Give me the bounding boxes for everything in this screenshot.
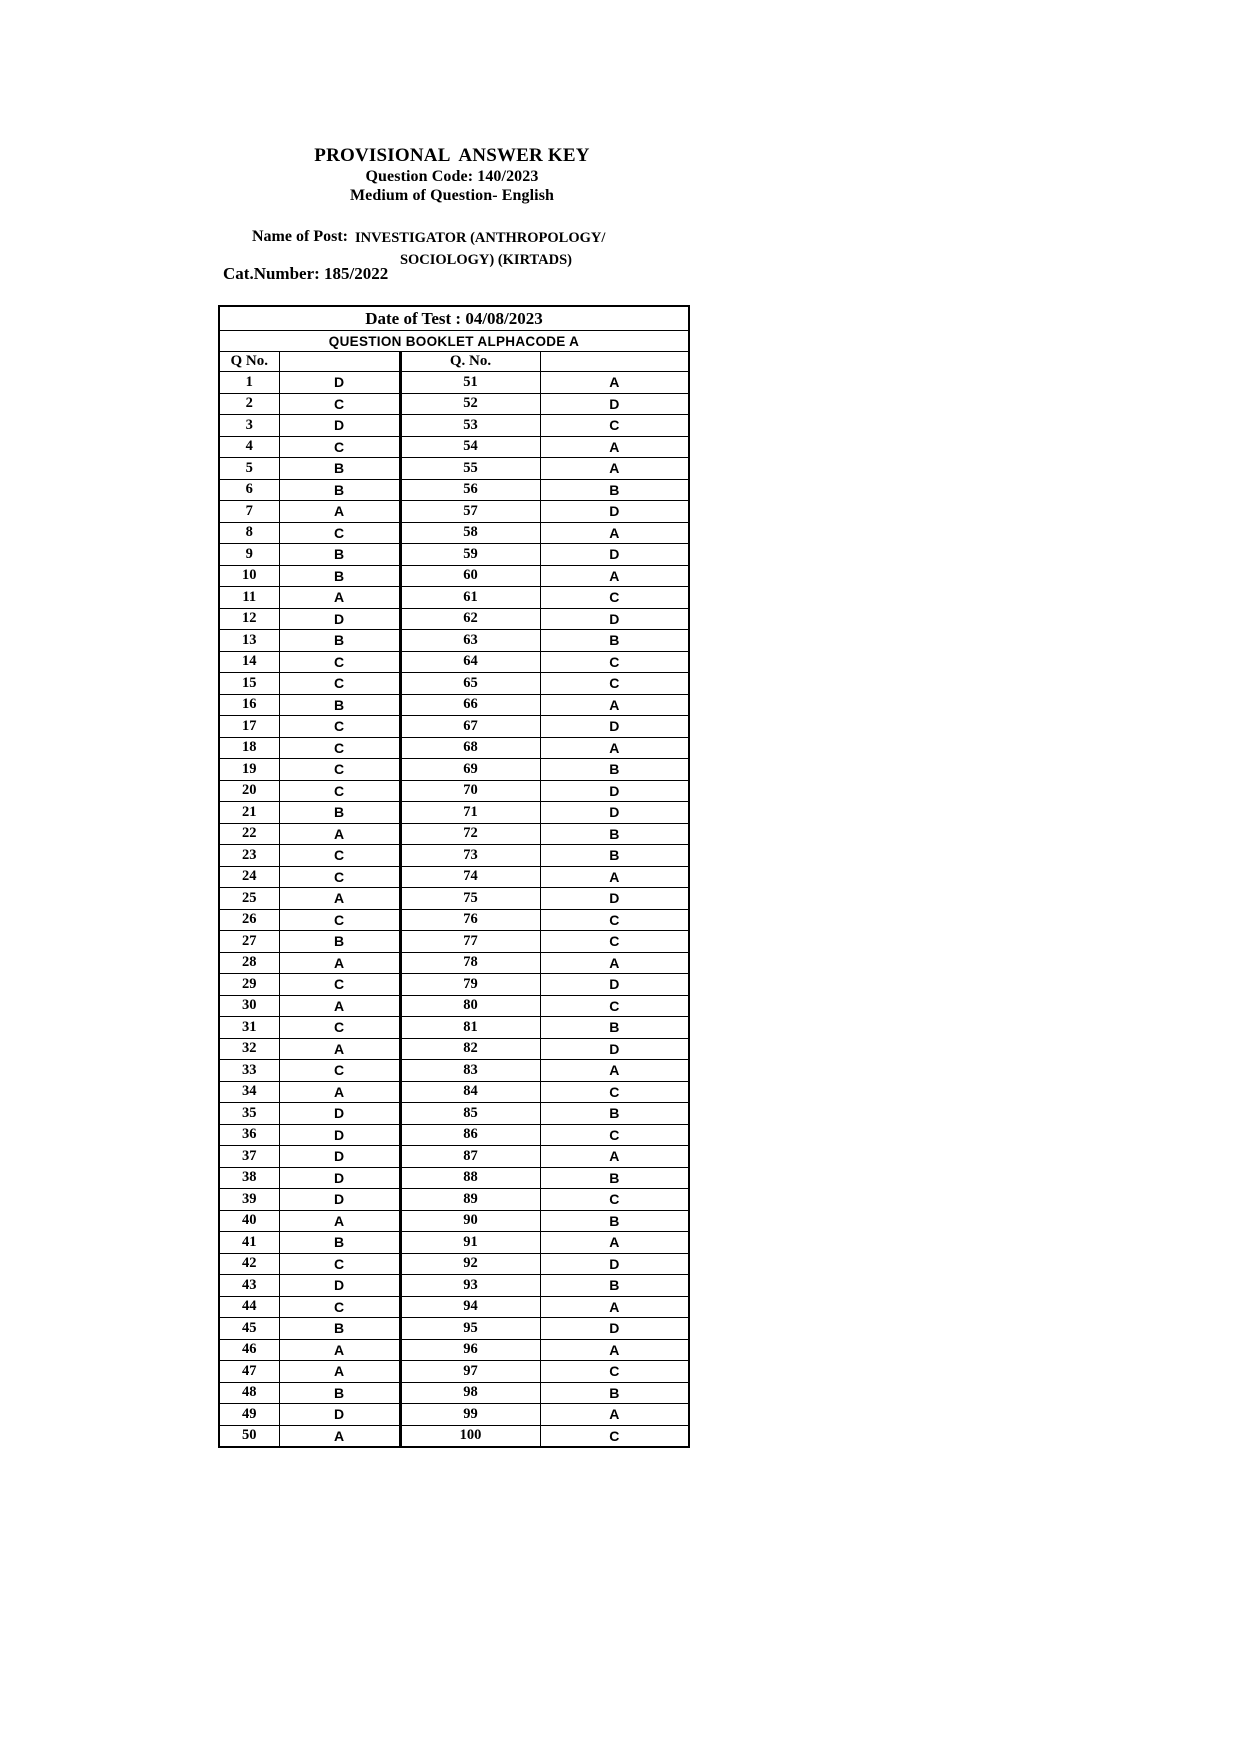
question-number-cell: 4: [219, 436, 279, 458]
table-row: [219, 1146, 689, 1168]
table-row: [219, 1124, 689, 1146]
question-number-cell: 69: [400, 759, 540, 781]
answer-cell: D: [540, 608, 689, 630]
question-number-cell: 73: [400, 845, 540, 867]
table-row: [219, 1339, 689, 1361]
question-number-cell: 64: [400, 651, 540, 673]
answer-cell: D: [279, 1167, 400, 1189]
question-number-cell: 15: [219, 673, 279, 695]
question-number-cell: 32: [219, 1038, 279, 1060]
post-name-line-1: INVESTIGATOR (ANTHROPOLOGY/: [354, 230, 606, 246]
question-number-cell: 23: [219, 845, 279, 867]
question-number-cell: 14: [219, 651, 279, 673]
question-number-cell: 99: [400, 1404, 540, 1426]
answer-cell: D: [279, 608, 400, 630]
question-number-cell: 1: [219, 372, 279, 394]
question-number-cell: 86: [400, 1124, 540, 1146]
question-number-cell: 25: [219, 888, 279, 910]
answer-cell: B: [279, 694, 400, 716]
question-number-cell: 58: [400, 522, 540, 544]
table-row: [219, 630, 689, 652]
table-row: [219, 458, 689, 480]
column-header-row: [219, 352, 689, 372]
question-number-cell: 39: [219, 1189, 279, 1211]
table-row: [219, 1081, 689, 1103]
table-row: [219, 1404, 689, 1426]
answer-cell: C: [540, 1189, 689, 1211]
answer-cell: D: [279, 1124, 400, 1146]
question-code: Question Code: 140/2023: [365, 168, 539, 185]
answer-cell: A: [279, 1038, 400, 1060]
answer-cell: B: [279, 1232, 400, 1254]
table-row: [219, 544, 689, 566]
question-number-cell: 18: [219, 737, 279, 759]
answer-cell: D: [540, 888, 689, 910]
question-number-cell: 48: [219, 1382, 279, 1404]
question-number-cell: 51: [400, 372, 540, 394]
answer-cell: C: [279, 737, 400, 759]
table-row: [219, 909, 689, 931]
table-row: [219, 608, 689, 630]
question-number-cell: 88: [400, 1167, 540, 1189]
question-number-cell: 71: [400, 802, 540, 824]
booklet-alphacode: QUESTION BOOKLET ALPHACODE A: [219, 331, 689, 352]
table-row: [219, 1060, 689, 1082]
answer-cell: A: [279, 1361, 400, 1383]
qno-header-left: Q No.: [219, 352, 279, 372]
answer-cell: D: [279, 1146, 400, 1168]
question-number-cell: 7: [219, 501, 279, 523]
question-number-cell: 72: [400, 823, 540, 845]
answer-cell: A: [540, 694, 689, 716]
answer-cell: D: [279, 1103, 400, 1125]
table-row: [219, 1425, 689, 1447]
table-row: [219, 1275, 689, 1297]
question-number-cell: 93: [400, 1275, 540, 1297]
question-number-cell: 2: [219, 393, 279, 415]
table-row: [219, 372, 689, 394]
question-number-cell: 26: [219, 909, 279, 931]
answer-cell: C: [279, 974, 400, 996]
table-row: [219, 1253, 689, 1275]
question-number-cell: 45: [219, 1318, 279, 1340]
question-number-cell: 33: [219, 1060, 279, 1082]
question-number-cell: 46: [219, 1339, 279, 1361]
question-number-cell: 8: [219, 522, 279, 544]
question-number-cell: 21: [219, 802, 279, 824]
question-number-cell: 3: [219, 415, 279, 437]
date-of-test-row: [219, 306, 689, 331]
question-number-cell: 36: [219, 1124, 279, 1146]
answer-cell: C: [279, 1253, 400, 1275]
answer-cell: A: [540, 1296, 689, 1318]
question-number-cell: 90: [400, 1210, 540, 1232]
question-number-cell: 91: [400, 1232, 540, 1254]
answer-cell: B: [279, 802, 400, 824]
question-number-cell: 35: [219, 1103, 279, 1125]
answer-cell: A: [279, 501, 400, 523]
answer-cell: D: [540, 544, 689, 566]
answer-cell: C: [279, 1296, 400, 1318]
table-row: [219, 952, 689, 974]
answer-cell: D: [540, 393, 689, 415]
table-row: [219, 974, 689, 996]
answer-cell: B: [279, 931, 400, 953]
table-row: [219, 1296, 689, 1318]
answer-cell: D: [279, 372, 400, 394]
question-number-cell: 22: [219, 823, 279, 845]
answer-key-table: [218, 305, 690, 1448]
table-row: [219, 995, 689, 1017]
post-name-line-2: SOCIOLOGY) (KIRTADS): [399, 252, 572, 268]
question-number-cell: 16: [219, 694, 279, 716]
answer-cell: C: [540, 995, 689, 1017]
question-number-cell: 40: [219, 1210, 279, 1232]
answer-cell: C: [279, 716, 400, 738]
answer-cell: A: [540, 737, 689, 759]
question-number-cell: 37: [219, 1146, 279, 1168]
table-row: [219, 1382, 689, 1404]
answer-cell: B: [279, 630, 400, 652]
answer-cell: A: [540, 1339, 689, 1361]
name-of-post-label: Name of Post:: [252, 228, 348, 245]
question-number-cell: 12: [219, 608, 279, 630]
table-row: [219, 479, 689, 501]
answer-cell: A: [279, 823, 400, 845]
question-number-cell: 67: [400, 716, 540, 738]
question-number-cell: 63: [400, 630, 540, 652]
question-number-cell: 94: [400, 1296, 540, 1318]
answer-cell: D: [540, 1318, 689, 1340]
answer-rows: [219, 372, 689, 1448]
answer-cell: A: [279, 995, 400, 1017]
answer-cell: D: [540, 716, 689, 738]
answer-cell: A: [279, 1081, 400, 1103]
answer-cell: D: [540, 780, 689, 802]
answer-cell: B: [540, 845, 689, 867]
answer-cell: C: [540, 909, 689, 931]
answer-cell: A: [279, 1210, 400, 1232]
cat-number: Cat.Number: 185/2022: [223, 264, 389, 283]
answer-cell: C: [540, 1361, 689, 1383]
answer-cell: C: [279, 780, 400, 802]
question-number-cell: 49: [219, 1404, 279, 1426]
answer-cell: A: [540, 1404, 689, 1426]
table-row: [219, 737, 689, 759]
answer-cell: B: [540, 1382, 689, 1404]
table-row: [219, 802, 689, 824]
booklet-alphacode-row: [219, 331, 689, 352]
question-number-cell: 31: [219, 1017, 279, 1039]
answer-cell: B: [540, 1167, 689, 1189]
question-number-cell: 44: [219, 1296, 279, 1318]
answer-cell: A: [279, 587, 400, 609]
question-number-cell: 53: [400, 415, 540, 437]
table-row: [219, 866, 689, 888]
answer-cell: D: [279, 415, 400, 437]
question-number-cell: 82: [400, 1038, 540, 1060]
question-number-cell: 56: [400, 479, 540, 501]
answer-cell: B: [540, 823, 689, 845]
question-number-cell: 6: [219, 479, 279, 501]
answer-cell: B: [279, 565, 400, 587]
answer-cell: A: [540, 522, 689, 544]
answer-cell: A: [540, 1232, 689, 1254]
table-row: [219, 673, 689, 695]
question-number-cell: 60: [400, 565, 540, 587]
question-number-cell: 68: [400, 737, 540, 759]
table-row: [219, 888, 689, 910]
answer-cell: B: [540, 1210, 689, 1232]
answer-cell: C: [279, 759, 400, 781]
table-row: [219, 587, 689, 609]
answer-cell: C: [279, 393, 400, 415]
answer-cell: C: [540, 931, 689, 953]
answer-cell: C: [279, 845, 400, 867]
medium-of-question: Medium of Question- English: [349, 187, 555, 204]
question-number-cell: 100: [400, 1425, 540, 1447]
question-number-cell: 59: [400, 544, 540, 566]
table-row: [219, 415, 689, 437]
question-number-cell: 89: [400, 1189, 540, 1211]
question-number-cell: 27: [219, 931, 279, 953]
answer-cell: B: [540, 479, 689, 501]
table-row: [219, 651, 689, 673]
table-row: [219, 780, 689, 802]
question-number-cell: 97: [400, 1361, 540, 1383]
question-number-cell: 78: [400, 952, 540, 974]
table-row: [219, 694, 689, 716]
question-number-cell: 83: [400, 1060, 540, 1082]
answer-cell: C: [540, 415, 689, 437]
answer-cell: D: [279, 1275, 400, 1297]
question-number-cell: 52: [400, 393, 540, 415]
answer-cell: B: [540, 759, 689, 781]
answer-cell: A: [540, 1146, 689, 1168]
question-number-cell: 10: [219, 565, 279, 587]
table-row: [219, 522, 689, 544]
question-number-cell: 70: [400, 780, 540, 802]
question-number-cell: 87: [400, 1146, 540, 1168]
document-header: [252, 145, 652, 205]
question-number-cell: 28: [219, 952, 279, 974]
question-number-cell: 42: [219, 1253, 279, 1275]
answer-cell: C: [279, 1060, 400, 1082]
question-number-cell: 98: [400, 1382, 540, 1404]
question-number-cell: 96: [400, 1339, 540, 1361]
question-number-cell: 81: [400, 1017, 540, 1039]
question-number-cell: 85: [400, 1103, 540, 1125]
answer-cell: B: [540, 630, 689, 652]
question-number-cell: 66: [400, 694, 540, 716]
table-row: [219, 716, 689, 738]
question-number-cell: 75: [400, 888, 540, 910]
answer-cell: B: [540, 1275, 689, 1297]
question-number-cell: 9: [219, 544, 279, 566]
question-number-cell: 29: [219, 974, 279, 996]
table-row: [219, 823, 689, 845]
question-number-cell: 84: [400, 1081, 540, 1103]
table-row: [219, 1232, 689, 1254]
answer-cell: D: [540, 974, 689, 996]
table-row: [219, 565, 689, 587]
answer-cell: C: [279, 673, 400, 695]
answer-cell: C: [540, 587, 689, 609]
qno-header-right: Q. No.: [400, 352, 540, 372]
answer-cell: C: [279, 522, 400, 544]
question-number-cell: 19: [219, 759, 279, 781]
question-number-cell: 92: [400, 1253, 540, 1275]
answer-cell: A: [540, 866, 689, 888]
table-row: [219, 1210, 689, 1232]
table-row: [219, 1361, 689, 1383]
question-number-cell: 95: [400, 1318, 540, 1340]
question-number-cell: 55: [400, 458, 540, 480]
answer-cell: A: [279, 1339, 400, 1361]
table-row: [219, 1038, 689, 1060]
question-number-cell: 34: [219, 1081, 279, 1103]
answer-cell: A: [540, 565, 689, 587]
page-title: PROVISIONAL ANSWER KEY: [314, 145, 590, 166]
question-number-cell: 61: [400, 587, 540, 609]
date-of-test: Date of Test : 04/08/2023: [219, 306, 689, 331]
table-row: [219, 1167, 689, 1189]
answer-cell: C: [279, 1017, 400, 1039]
answer-cell: A: [540, 458, 689, 480]
answer-header-right: [540, 352, 689, 372]
question-number-cell: 38: [219, 1167, 279, 1189]
answer-cell: C: [540, 1124, 689, 1146]
table-row: [219, 845, 689, 867]
answer-cell: C: [540, 1081, 689, 1103]
question-number-cell: 77: [400, 931, 540, 953]
answer-cell: A: [279, 1425, 400, 1447]
answer-cell: C: [279, 866, 400, 888]
answer-cell: D: [279, 1404, 400, 1426]
answer-cell: C: [540, 673, 689, 695]
answer-cell: B: [540, 1017, 689, 1039]
question-number-cell: 41: [219, 1232, 279, 1254]
answer-cell: A: [540, 1060, 689, 1082]
table-row: [219, 1318, 689, 1340]
answer-cell: B: [279, 1318, 400, 1340]
answer-cell: C: [540, 651, 689, 673]
question-number-cell: 5: [219, 458, 279, 480]
question-number-cell: 79: [400, 974, 540, 996]
answer-cell: D: [540, 1038, 689, 1060]
question-number-cell: 20: [219, 780, 279, 802]
answer-cell: B: [279, 1382, 400, 1404]
table-row: [219, 1103, 689, 1125]
answer-cell: B: [279, 479, 400, 501]
question-number-cell: 43: [219, 1275, 279, 1297]
question-number-cell: 65: [400, 673, 540, 695]
answer-cell: B: [279, 458, 400, 480]
question-number-cell: 80: [400, 995, 540, 1017]
question-number-cell: 57: [400, 501, 540, 523]
table-row: [219, 759, 689, 781]
answer-cell: D: [540, 501, 689, 523]
answer-cell: D: [279, 1189, 400, 1211]
answer-cell: B: [540, 1103, 689, 1125]
question-number-cell: 24: [219, 866, 279, 888]
table-row: [219, 501, 689, 523]
table-row: [219, 931, 689, 953]
question-number-cell: 62: [400, 608, 540, 630]
answer-cell: D: [540, 1253, 689, 1275]
answer-cell: B: [279, 544, 400, 566]
question-number-cell: 11: [219, 587, 279, 609]
answer-cell: D: [540, 802, 689, 824]
name-of-post-value: [355, 227, 617, 270]
answer-cell: A: [279, 888, 400, 910]
question-number-cell: 74: [400, 866, 540, 888]
answer-cell: A: [540, 372, 689, 394]
answer-cell: C: [279, 909, 400, 931]
question-number-cell: 76: [400, 909, 540, 931]
question-number-cell: 47: [219, 1361, 279, 1383]
answer-cell: A: [279, 952, 400, 974]
question-number-cell: 30: [219, 995, 279, 1017]
answer-cell: C: [279, 436, 400, 458]
question-number-cell: 50: [219, 1425, 279, 1447]
answer-cell: A: [540, 952, 689, 974]
table-row: [219, 1017, 689, 1039]
answer-header-left: [279, 352, 400, 372]
question-number-cell: 54: [400, 436, 540, 458]
answer-cell: A: [540, 436, 689, 458]
answer-cell: C: [279, 651, 400, 673]
table-row: [219, 1189, 689, 1211]
table-row: [219, 393, 689, 415]
answer-cell: C: [540, 1425, 689, 1447]
table-row: [219, 436, 689, 458]
question-number-cell: 13: [219, 630, 279, 652]
question-number-cell: 17: [219, 716, 279, 738]
